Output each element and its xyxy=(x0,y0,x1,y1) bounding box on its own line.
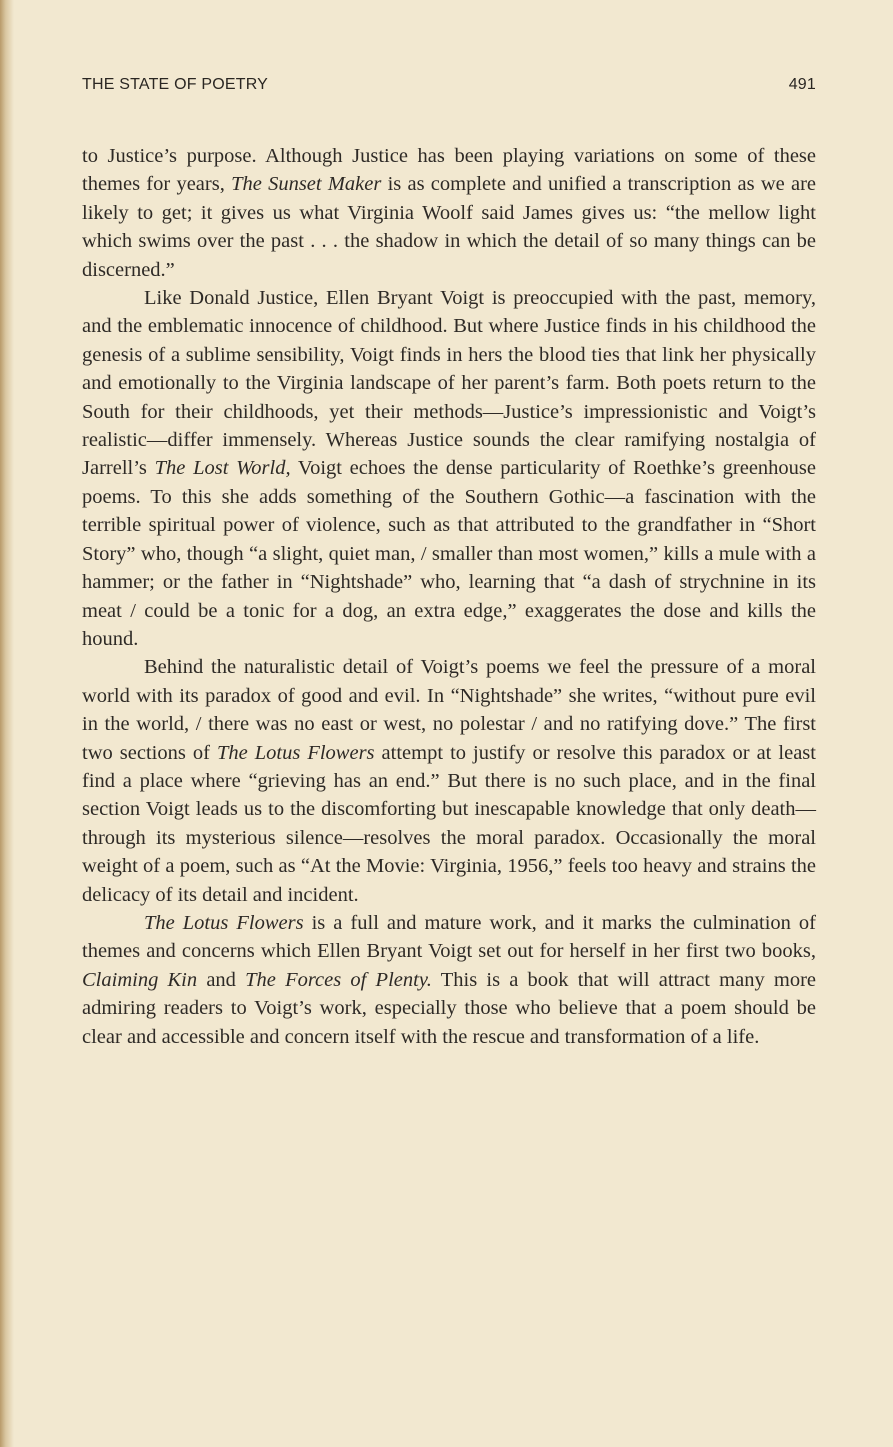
text-run: is a full and mature work, and it marks the culmination of themes and concerns which Ellen Bryant Voigt set out for herself in her first two books, xyxy=(82,911,816,963)
paragraph-1 xyxy=(82,142,816,284)
body-text xyxy=(82,142,816,1051)
paragraph-3 xyxy=(82,653,816,909)
text-run: and xyxy=(197,968,246,991)
paragraph-2 xyxy=(82,284,816,653)
page-header xyxy=(82,76,816,98)
text-run: is as complete and unified a transcription as we are likely to get; it gives us what Virginia Woolf said James gives us: “the mellow light which swims over the past . . . the shadow in which the detail of so many things can be discerned.” xyxy=(82,173,817,281)
page-number: 491 xyxy=(788,76,816,93)
text-run: This is a book that will attract many more admiring readers to Voigt’s work, especially those who believe that a poem should be clear and accessible and concern itself with the rescue and transformation of a life. xyxy=(82,968,817,1048)
page-gutter-shadow xyxy=(0,0,14,1447)
paragraph-4 xyxy=(82,909,816,1051)
text-run: Behind the naturalistic detail of Voigt’s poems we feel the pressure of a moral world with its paradox of good and evil. In “Nightshade” she writes, “without pure evil in the world, / there was no east or west, no polestar / and no ratifying dove.” The first two sections of xyxy=(82,656,816,764)
italic-title: The Lotus Flowers xyxy=(144,911,304,934)
text-run: to Justice’s purpose. Although Justice has been playing variations on some of these themes for years, xyxy=(82,145,816,196)
italic-title: The Lost World, xyxy=(154,457,291,480)
italic-title: The Sunset Maker xyxy=(231,173,382,196)
text-run: Voigt echoes the dense particularity of Roethke’s greenhouse poems. To this she adds something of the Southern Gothic—a fascination with the terrible spiritual power of violence, such as that attributed to the grandfather in “Short Story” who, though “a slight, quiet man, / smaller than most women,” kills a mule with a hammer; or the father in “Nightshade” who, learning that “a dash of strychnine in its meat / could be a tonic for a dog, an extra edge,” exaggerates the dose and kills the hound. xyxy=(82,457,816,650)
text-run: Like Donald Justice, Ellen Bryant Voigt is preoccupied with the past, memory, and the emblematic innocence of childhood. But where Justice finds in his childhood the genesis of a sublime sensibility, Voigt finds in hers the blood ties that link her physically and emotionally to the Virginia landscape of her parent’s farm. Both poets return to the South for their childhoods, yet their methods—Justice’s impressionistic and Voigt’s realistic—differ immensely. Whereas Justice sounds the clear ramifying nostalgia of Jarrell’s xyxy=(82,287,816,480)
running-head: THE STATE OF POETRY xyxy=(82,76,269,93)
text-run: attempt to justify or resolve this paradox or at least find a place where “grieving has an end.” But there is no such place, and in the final section Voigt leads us to the discomforting but inescapable knowledge that only death—through its mysterious silence—resolves the moral paradox. Occasionally the moral weight of a poem, such as “At the Movie: Virginia, 1956,” feels too heavy and strains the delicacy of its detail and incident. xyxy=(82,741,816,906)
italic-title: The Forces of Plenty. xyxy=(245,968,432,991)
italic-title: The Lotus Flowers xyxy=(216,741,375,764)
italic-title: Claiming Kin xyxy=(82,968,198,991)
